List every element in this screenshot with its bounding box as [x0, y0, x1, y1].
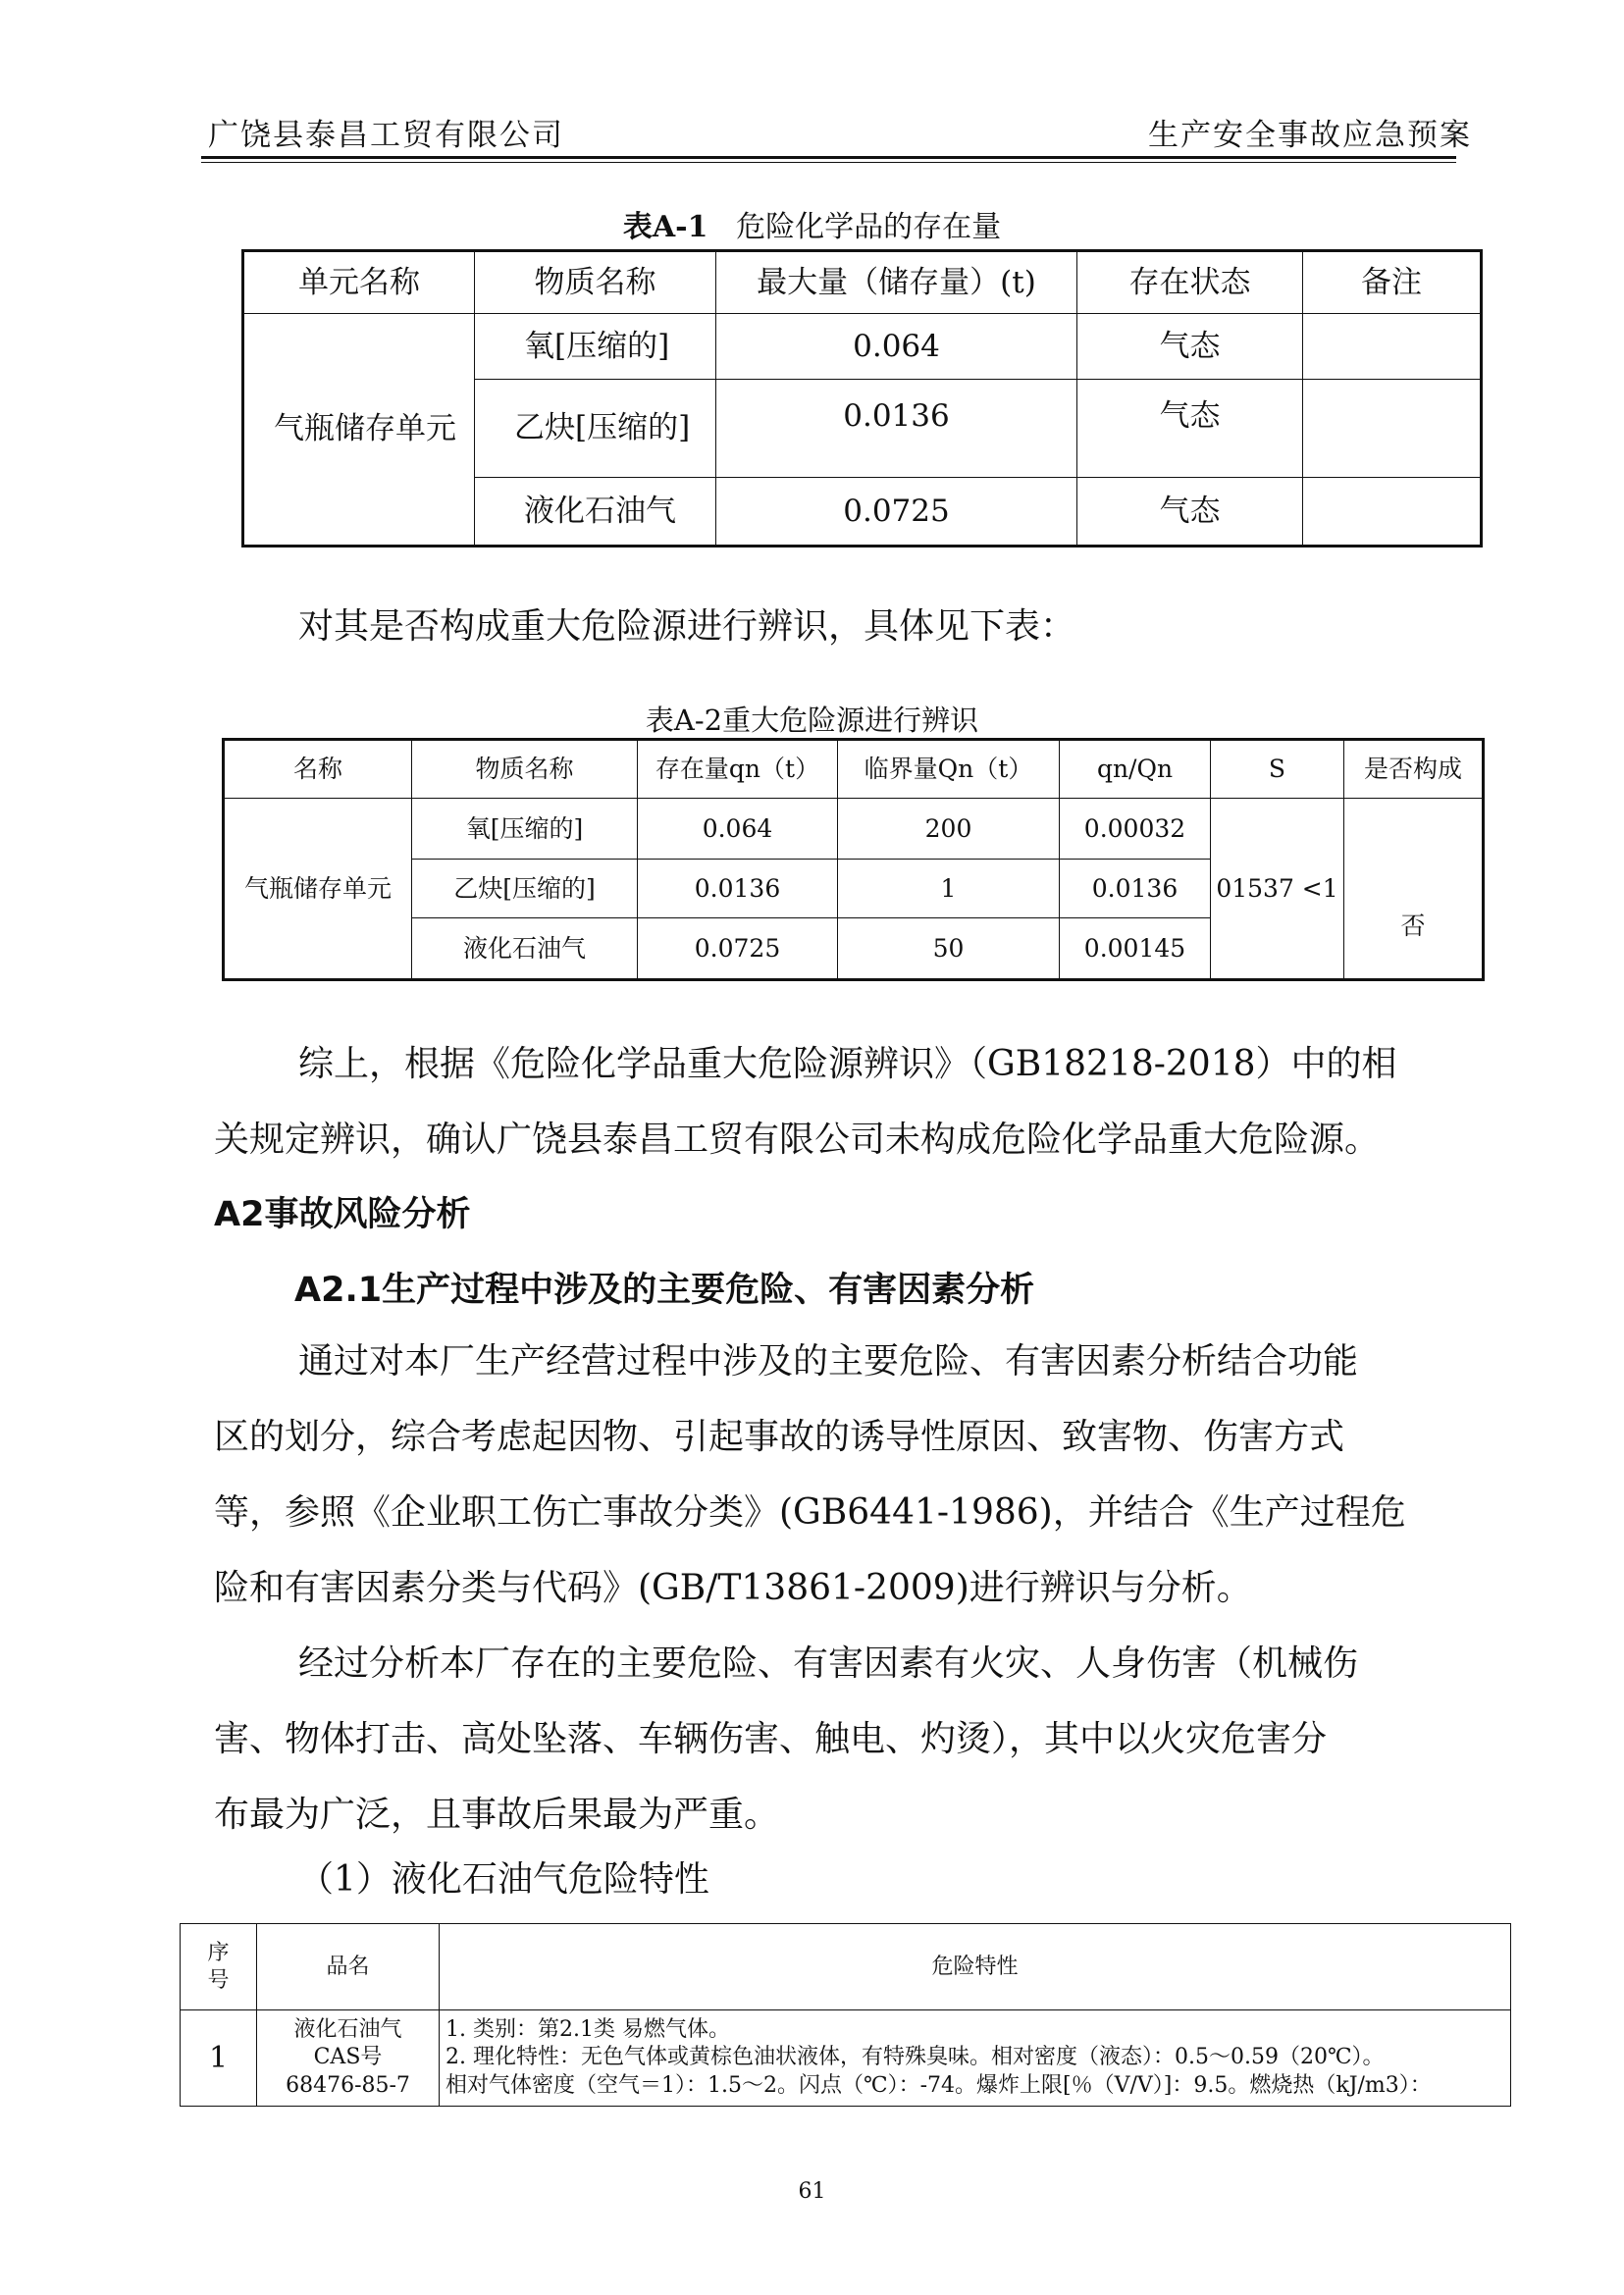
hazard-table-property-line: 相对气体密度（空气＝1）：1.5～2。闪点（℃）：-74。爆炸上限[％（V/V）]：9.5。燃烧热（kJ/m3）： [445, 2072, 1432, 2098]
table-a1-note-cell [1303, 380, 1482, 478]
hazard-table-header-cell: 品名 [257, 1924, 440, 2010]
table-a1-substance-cell: 氧[压缩的] [475, 314, 716, 380]
paragraph-line: 区的划分，综合考虑起因物、引起事故的诱导性原因、致害物、伤害方式 [214, 1417, 1345, 1457]
paragraph-line: 通过对本厂生产经营过程中涉及的主要危险、有害因素分析结合功能 [298, 1341, 1359, 1382]
table-a1-substance-cell: 液化石油气 [475, 478, 716, 547]
hazard-table-header-cell: 序号 [181, 1924, 257, 2010]
hazards-paragraph [214, 1626, 1462, 1852]
analysis-paragraph [214, 1324, 1462, 1626]
table-a1-header-cell: 备注 [1303, 251, 1482, 314]
table-a2-unit-cell: 气瓶储存单元 [224, 799, 412, 980]
section-heading-a2-1: A2.1生产过程中涉及的主要危险、有害因素分析 [294, 1271, 1035, 1310]
table-a1-header-cell: 最大量（储存量）(t) [716, 251, 1077, 314]
intro-line: 对其是否构成重大危险源进行辨识，具体见下表： [298, 606, 1076, 647]
hazard-table-property-line: 2. 理化特性：无色气体或黄棕色油状液体，有特殊臭味。相对密度（液态）：0.5～0.59（20℃）。 [445, 2045, 1385, 2070]
table-a2-header-cell: qn/Qn [1060, 740, 1211, 799]
table-a2-Qn-cell: 50 [838, 918, 1060, 980]
table-a2-header-cell: 名称 [224, 740, 412, 799]
hazard-table-index-cell: 1 [181, 2010, 257, 2107]
table-a2-Qn-cell: 1 [838, 860, 1060, 918]
hazard-table-name-cell [257, 2010, 440, 2107]
table-a1-header-cell: 存在状态 [1077, 251, 1303, 314]
table-a2-caption: 表A-2重大危险源进行辨识 [645, 704, 979, 737]
paragraph-line: 险和有害因素分类与代码》(GB/T13861-2009)进行辨识与分析。 [214, 1568, 1252, 1608]
page-number: 61 [798, 2179, 826, 2204]
header-rule-thin [201, 162, 1456, 163]
header-doc-title: 生产安全事故应急预案 [1148, 118, 1472, 153]
conclusion-line: 综上，根据《危险化学品重大危险源辨识》（GB18218-2018）中的相 [298, 1044, 1397, 1084]
paragraph-line: 布最为广泛，且事故后果最为严重。 [214, 1795, 780, 1835]
table-a1-state-cell: 气态 [1077, 314, 1303, 380]
table-a2-header-row [224, 740, 1484, 799]
paragraph-line: 害、物体打击、高处坠落、车辆伤害、触电、灼烫），其中以火灾危害分 [214, 1719, 1328, 1759]
table-row [243, 314, 1482, 380]
table-a1-amount-cell: 0.0725 [716, 478, 1077, 547]
table-a2-s-cell: 01537 <1 [1211, 799, 1344, 980]
hazard-table-name-line: CAS号 [313, 2045, 383, 2070]
table-a1-amount-cell: 0.064 [716, 314, 1077, 380]
table-a1-header-cell: 单元名称 [243, 251, 475, 314]
table-a1-unit-cell: 气瓶储存单元 [243, 314, 475, 547]
paragraph-line: 经过分析本厂存在的主要危险、有害因素有火灾、人身伤害（机械伤 [298, 1643, 1359, 1684]
hazard-table-property-cell [440, 2010, 1511, 2107]
table-a2-header-cell: 是否构成 [1344, 740, 1484, 799]
table-a2-substance-cell: 乙炔[压缩的] [412, 860, 638, 918]
table-a2-header-cell: 物质名称 [412, 740, 638, 799]
hazard-table-header-row [181, 1924, 1511, 2010]
table-a1-substance-cell: 乙炔[压缩的] [475, 380, 716, 478]
section-heading-a2: A2事故风险分析 [214, 1195, 471, 1234]
table-a2-substance-cell: 液化石油气 [412, 918, 638, 980]
table-a1-caption-title: 危险化学品的存在量 [736, 210, 1002, 244]
table-a2-header-cell: S [1211, 740, 1344, 799]
header-company: 广饶县泰昌工贸有限公司 [208, 118, 564, 153]
table-row [181, 2010, 1511, 2107]
table-a1-caption [0, 202, 1624, 245]
conclusion-line: 关规定辨识，确认广饶县泰昌工贸有限公司未构成危险化学品重大危险源。 [214, 1120, 1381, 1160]
table-a1-caption-prefix: 表A-1 [622, 210, 708, 244]
table-a2-header-cell: 存在量qn（t） [638, 740, 838, 799]
hazard-table-name-line: 液化石油气 [293, 2016, 402, 2042]
table-a2-qn-cell: 0.064 [638, 799, 838, 860]
hazard-table-property-line: 1. 类别：第2.1类 易燃气体。 [445, 2016, 730, 2042]
hazard-table [180, 1923, 1511, 2107]
table-a2-ratio-cell: 0.00145 [1060, 918, 1211, 980]
table-a2-qn-cell: 0.0136 [638, 860, 838, 918]
hazard-table-name-line: 68476-85-7 [286, 2072, 410, 2098]
table-row [224, 799, 1484, 860]
table-a2-qn-cell: 0.0725 [638, 918, 838, 980]
table-a1-state-cell: 气态 [1077, 478, 1303, 547]
table-a2-header-cell: 临界量Qn（t） [838, 740, 1060, 799]
table-a1-amount-cell: 0.0136 [716, 380, 1077, 478]
table-a1 [241, 249, 1483, 548]
table-a1-note-cell [1303, 314, 1482, 380]
sub-heading-lpg: （1）液化石油气危险特性 [298, 1859, 709, 1900]
hazard-table-header-cell: 危险特性 [440, 1924, 1511, 2010]
table-a1-header-cell: 物质名称 [475, 251, 716, 314]
table-a2-Qn-cell: 200 [838, 799, 1060, 860]
header-rule-thick [201, 156, 1456, 159]
table-a1-state-cell: 气态 [1077, 380, 1303, 478]
intro-paragraph [214, 589, 1462, 664]
table-a2-substance-cell: 氧[压缩的] [412, 799, 638, 860]
table-a2-ratio-cell: 0.00032 [1060, 799, 1211, 860]
conclusion-paragraph [214, 1026, 1462, 1177]
table-a2 [222, 738, 1485, 981]
table-a2-ratio-cell: 0.0136 [1060, 860, 1211, 918]
paragraph-line: 等，参照《企业职工伤亡事故分类》(GB6441-1986)，并结合《生产过程危 [214, 1492, 1406, 1533]
table-a1-header-row [243, 251, 1482, 314]
table-a2-result-cell: 否 [1344, 799, 1484, 980]
table-a1-note-cell [1303, 478, 1482, 547]
